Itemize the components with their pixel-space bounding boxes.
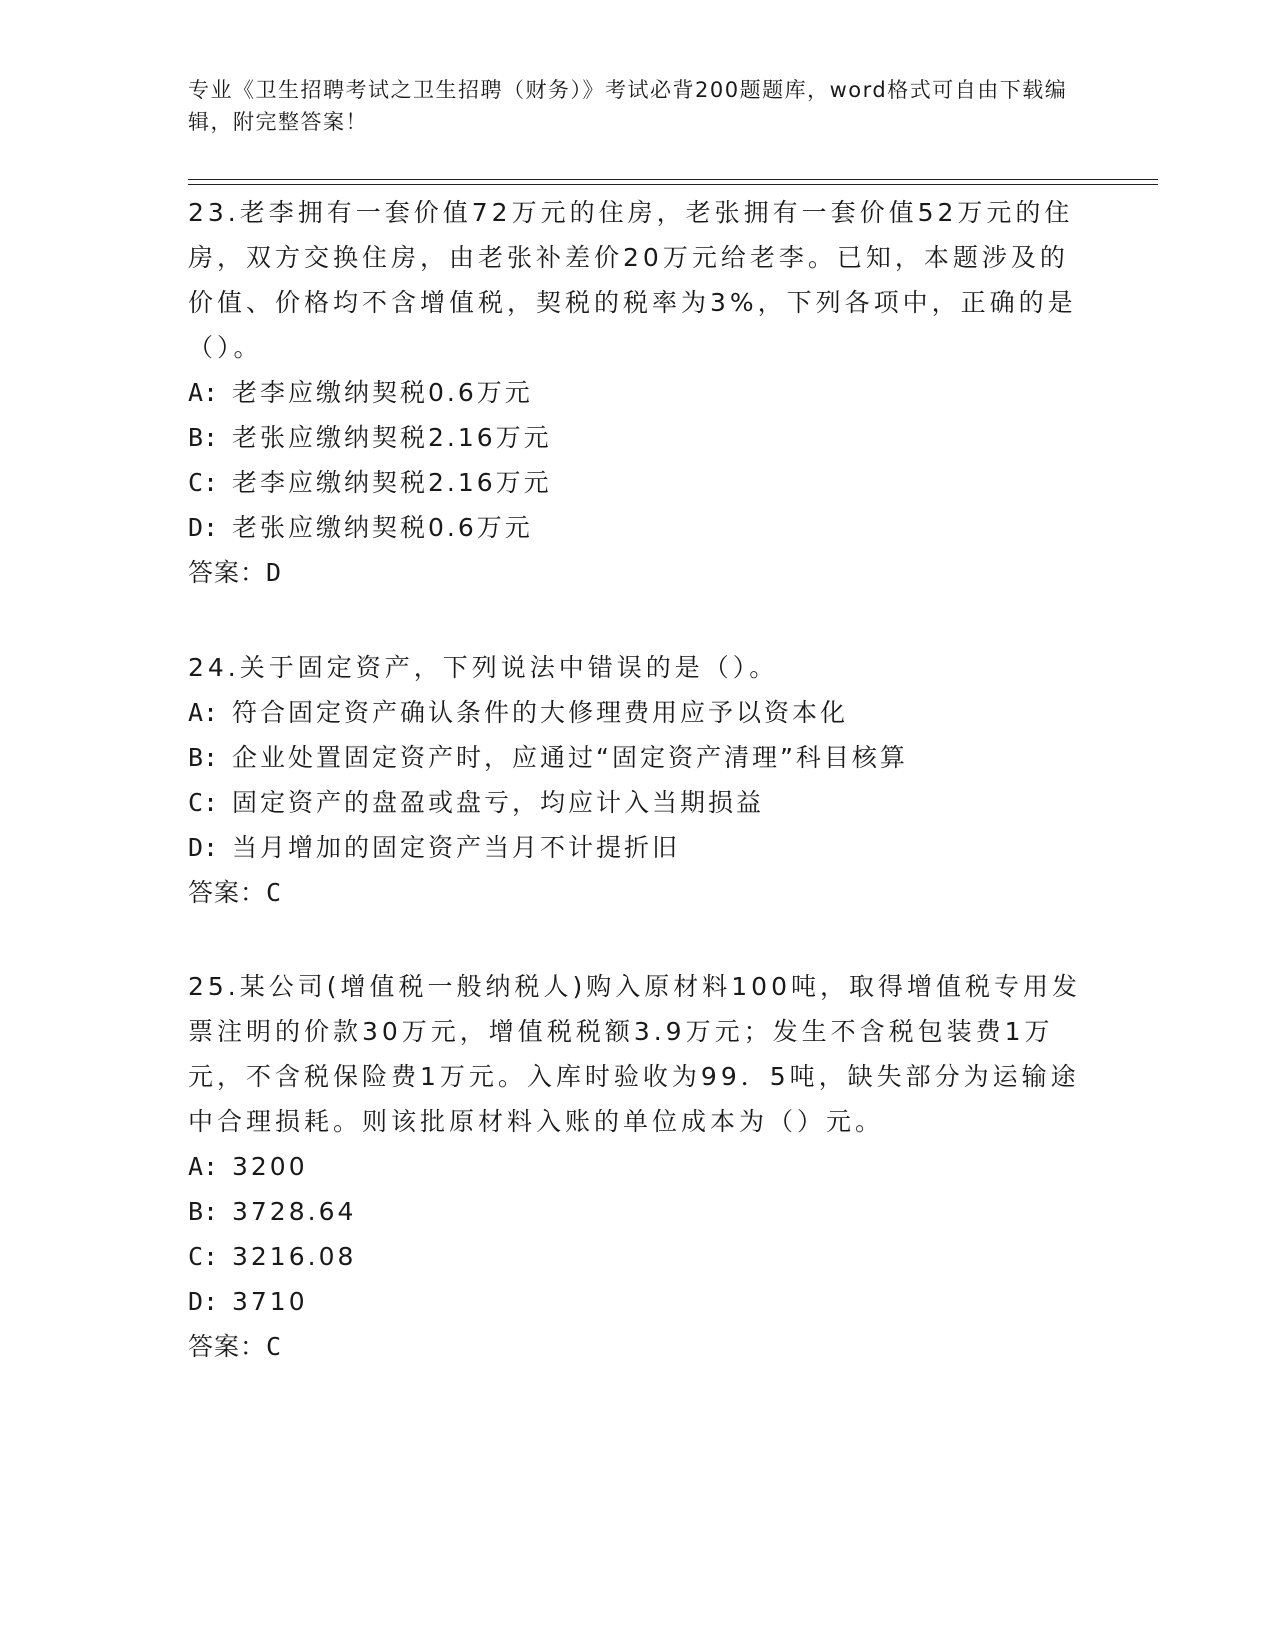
option-key: A: bbox=[188, 378, 219, 407]
answer-label: 答案： bbox=[188, 558, 267, 587]
question-text: 24.关于固定资产，下列说法中错误的是（）。 bbox=[188, 653, 779, 682]
option-d bbox=[188, 1279, 1088, 1324]
option-text: 3728.64 bbox=[232, 1197, 357, 1226]
option-key: B: bbox=[188, 423, 219, 452]
option-key: C: bbox=[188, 1242, 219, 1271]
option-key: C: bbox=[188, 468, 219, 497]
document-header: 专业《卫生招聘考试之卫生招聘（财务）》考试必背200题题库，word格式可自由下载编辑，附完整答案！ bbox=[188, 78, 1068, 134]
option-key: D: bbox=[188, 833, 219, 862]
option-b bbox=[188, 735, 1088, 780]
option-key: A: bbox=[188, 698, 219, 727]
answer-line bbox=[188, 1324, 1088, 1369]
option-key: B: bbox=[188, 743, 219, 772]
option-key: A: bbox=[188, 1152, 219, 1181]
header-divider-bottom bbox=[188, 184, 1158, 185]
answer-value: C bbox=[266, 1332, 283, 1361]
question-text: 23.老李拥有一套价值72万元的住房，老张拥有一套价值52万元的住房，双方交换住房，由老张补差价20万元给老李。已知，本题涉及的价值、价格均不含增值税，契税的税率为3%，下列各项中，正确的是（）。 bbox=[188, 198, 1077, 362]
answer-value: D bbox=[266, 558, 283, 587]
option-text: 3710 bbox=[232, 1287, 308, 1316]
option-text: 3200 bbox=[232, 1152, 308, 1181]
option-text: 3216.08 bbox=[232, 1242, 357, 1271]
option-key: D: bbox=[188, 1287, 219, 1316]
option-a bbox=[188, 370, 1088, 415]
answer-label: 答案： bbox=[188, 1332, 267, 1361]
answer-line bbox=[188, 550, 1088, 595]
question-23 bbox=[188, 190, 1088, 595]
answer-line bbox=[188, 870, 1088, 915]
option-text: 固定资产的盘盈或盘亏，均应计入当期损益 bbox=[232, 788, 765, 817]
option-text: 老张应缴纳契税2.16万元 bbox=[232, 423, 552, 452]
option-c bbox=[188, 460, 1088, 505]
option-text: 当月增加的固定资产当月不计提折旧 bbox=[232, 833, 681, 862]
option-text: 老李应缴纳契税2.16万元 bbox=[232, 468, 552, 497]
option-text: 老李应缴纳契税0.6万元 bbox=[232, 378, 533, 407]
answer-value: C bbox=[266, 878, 283, 907]
option-text: 老张应缴纳契税0.6万元 bbox=[232, 513, 533, 542]
option-b bbox=[188, 415, 1088, 460]
header-divider-top bbox=[188, 179, 1158, 180]
option-key: B: bbox=[188, 1197, 219, 1226]
option-text: 符合固定资产确认条件的大修理费用应予以资本化 bbox=[232, 698, 849, 727]
option-d bbox=[188, 825, 1088, 870]
option-key: D: bbox=[188, 513, 219, 542]
option-a bbox=[188, 690, 1088, 735]
option-c bbox=[188, 1234, 1088, 1279]
question-25 bbox=[188, 964, 1088, 1369]
option-c bbox=[188, 780, 1088, 825]
option-d bbox=[188, 505, 1088, 550]
question-text: 25.某公司(增值税一般纳税人)购入原材料100吨，取得增值税专用发票注明的价款30万元，增值税税额3.9万元；发生不含税包装费1万元，不含税保险费1万元。入库时验收为99．5吨，缺失部分为运输途中合理损耗。则该批原材料入账的单位成本为（）元。 bbox=[188, 972, 1081, 1136]
question-24 bbox=[188, 645, 1088, 915]
answer-label: 答案： bbox=[188, 878, 267, 907]
option-b bbox=[188, 1189, 1088, 1234]
option-key: C: bbox=[188, 788, 219, 817]
option-a bbox=[188, 1144, 1088, 1189]
option-text: 企业处置固定资产时，应通过“固定资产清理”科目核算 bbox=[232, 743, 908, 772]
